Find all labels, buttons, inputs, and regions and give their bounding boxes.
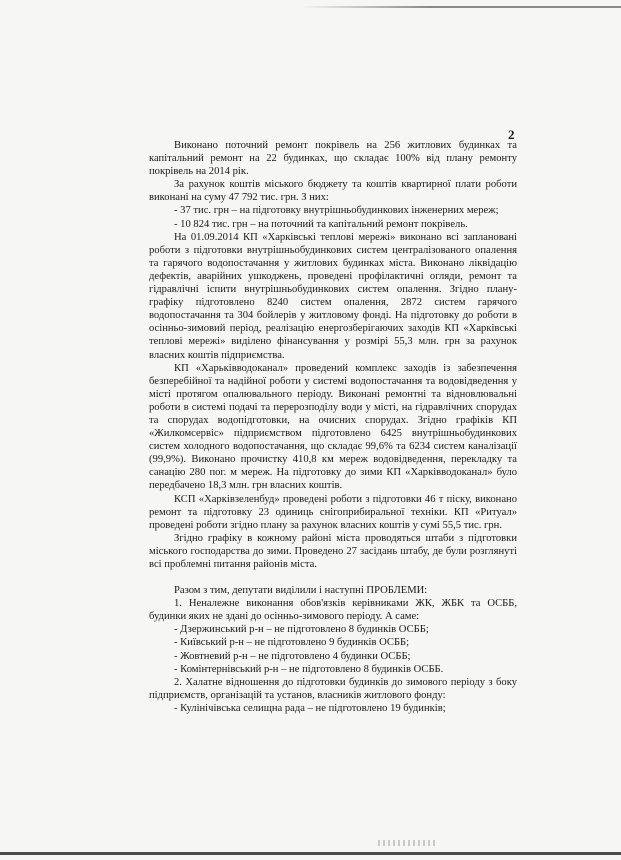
paragraph-problem-2: 2. Халатне відношення до підготовки будинків до зимового періоду з боку підприємств, організацій та установ, власників житлового фонду: <box>149 676 517 701</box>
paragraph-roof-repair: Виконано поточний ремонт покрівель на 256 житлових будинках та капітальний ремонт на 22 будинках, що складає 100% від плану ремонту покрівель на 2014 рік. <box>149 140 517 178</box>
page-number: 2 <box>508 127 515 142</box>
paragraph-vodokanal: КП «Харьківводоканал» проведений комплекс заходів із забезпечення безперебійної та надійної роботи у системі водопостачання та водовідведення у місті протягом опалювального періоду. Виконані ремонтні та відновлювальні роботи в системі подачі та перерозподілу води у місті, на гідравлічних спорудах та спорудах водопідготовки, на очисних спорудах. Згідно графіків КП «Жилкомсервіс» підприємством підготовлено 6425 внутрішньобудинкових систем холодного водопостачання, що складає 99,6% та 6234 систем каналізації (99,9%). Виконано прочистку 410,8 км мереж водовідведення, перекладку та санацію 280 пог. м мереж. На підготовку до зими КП «Харківводоканал» було передбачено 18,3 млн. грн власних коштів. <box>149 362 517 492</box>
list-item-kominternivskyi: - Комінтернівський р-н – не підготовлено 8 будинків ОСББ. <box>174 663 444 675</box>
list-item-budget-networks: - 37 тис. грн – на підготовку внутрішньобудинкових інженерних мереж; <box>174 205 499 217</box>
scan-speck <box>378 840 438 846</box>
list-item-zhovtnevyi: - Жовтневий р-н – не підготовлено 4 будинки ОСББ; <box>174 650 411 662</box>
paragraph-zelenbud: КСП «Харківзеленбуд» проведені роботи з підготовки 46 т піску, виконано ремонт та підготовку 23 одиниць снігоприбиральної техніки. КП «Ритуал» проведені роботи згідно плану за рахунок власних коштів у сумі 55,5 тис. грн. <box>149 493 517 531</box>
paragraph-headquarters: Згідно графіку в кожному районі міста проводяться штаби з підготовки міського господарства до зими. Проведено 27 засідань штабу, де були розглянуті всі проблемні питання районів міста. <box>149 532 517 570</box>
list-item-dzerzhynskyi: - Дзержинський р-н – не підготовлено 8 будинків ОСББ; <box>174 624 429 636</box>
paragraph-budget: За рахунок коштів міського бюджету та коштів квартирної плати роботи виконані на суму 47 792 тис. грн. З них: <box>149 179 517 204</box>
paragraph-problems-heading: Разом з тим, депутати виділили і наступні ПРОБЛЕМИ: <box>174 585 428 597</box>
scan-edge-bottom <box>0 852 621 855</box>
list-item-kyivskyi: - Київський р-н – не підготовлено 9 будинків ОСББ; <box>174 637 410 649</box>
paragraph-heat-networks: На 01.09.2014 КП «Харківські теплові мережі» виконано всі заплановані роботи з підготовки внутрішньобудинкових систем централізованого опалення та гарячого водопостачання у житлових будинках міста. Виконано ліквідацію дефектів, аварійних ушкоджень, проведені профілактичні огляди, ремонт та гідравлічні іспити внутрішньобудинкових систем опалення. Згідно плану-графіку підготовлено 8240 систем опалення, 2872 систем гарячого водопостачання та 304 бойлерів у житловому фонді. На підготовку до роботи в осінньо-зимовий період, реалізацію енергозберігаючих заходів КП «Харківські теплові мережі» виділено фінансування у розмірі 55,3 млн. грн за рахунок власних коштів підприємства. <box>149 231 517 361</box>
paragraph-problem-1: 1. Неналежне виконання обов'язків керівниками ЖК, ЖБК та ОСББ, будинки яких не здані до осінньо-зимового періоду. А саме: <box>149 598 517 623</box>
scan-edge-top <box>300 6 621 8</box>
list-item-kulinichi: - Кулінічівська селищна рада – не підготовлено 19 будинків; <box>174 702 446 714</box>
list-item-budget-roofs: - 10 824 тис. грн – на поточний та капітальний ремонт покрівель. <box>174 218 468 230</box>
document-body <box>149 139 517 715</box>
